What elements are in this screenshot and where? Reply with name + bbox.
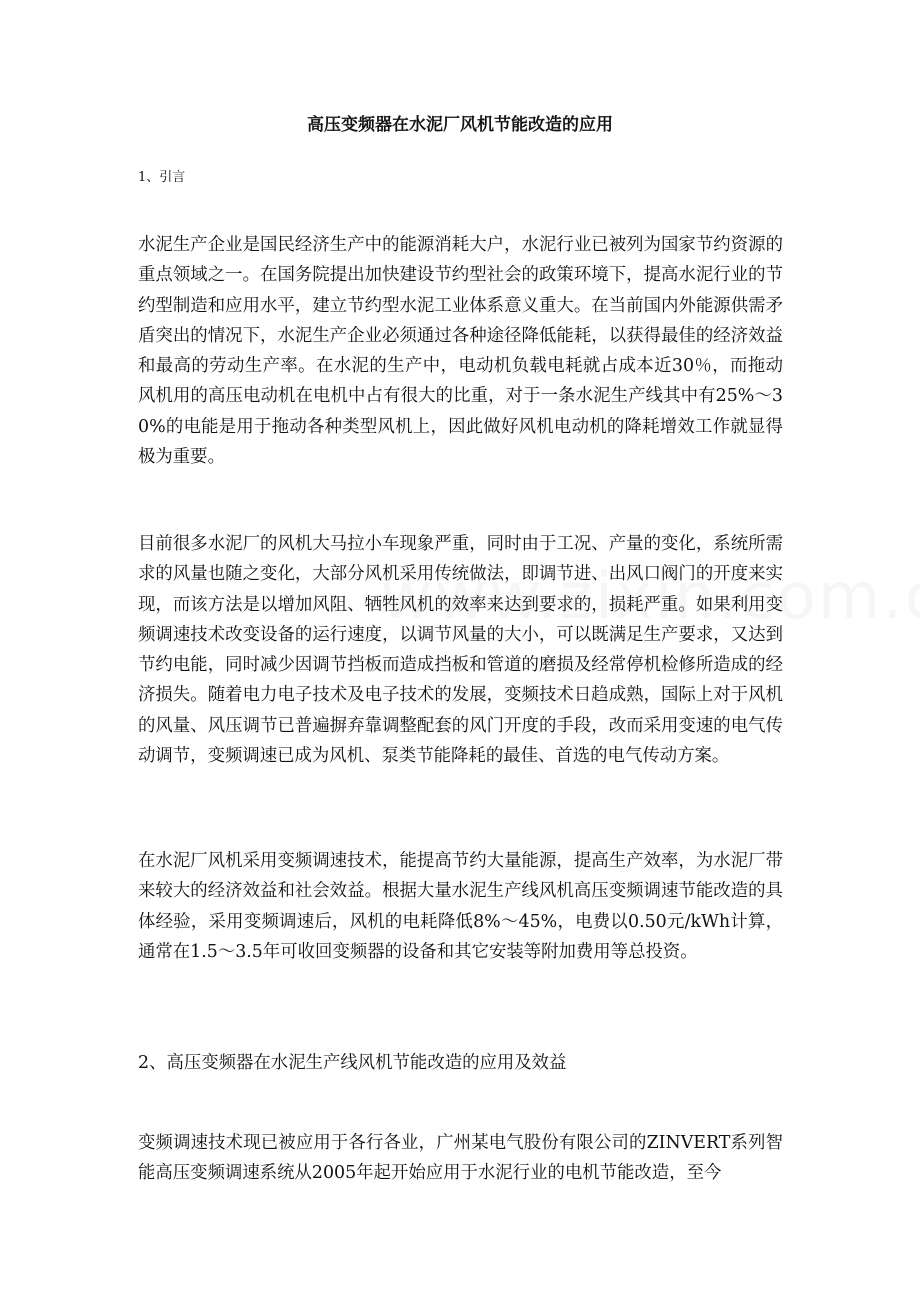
document-title: 高压变频器在水泥厂风机节能改造的应用 xyxy=(307,115,613,135)
paragraph: 在水泥厂风机采用变频调速技术，能提高节约大量能源，提高生产效率，为水泥厂带来较大的经济效益和社会效益。根据大量水泥生产线风机高压变频调速节能改造的具体经验，采用变频调速后，风机的电耗降低8%～45%，电费以0.50元/kWh计算，通常在1.5～3.5年可收回变频器的设备和其它安装等附加费用等总投资。 xyxy=(138,851,783,962)
paragraph: 变频调速技术现已被应用于各行各业，广州某电气股份有限公司的ZINVERT系列智能高压变频调速系统从2005年起开始应用于水泥行业的电机节能改造，至今 xyxy=(138,1133,783,1184)
section-heading-application: 2、高压变频器在水泥生产线风机节能改造的应用及效益 xyxy=(138,1053,567,1073)
paragraph: 目前很多水泥厂的风机大马拉小车现象严重，同时由于工况、产量的变化，系统所需求的风量也随之变化，大部分风机采用传统做法，即调节进、出风口阀门的开度来实现，而该方法是以增加风阻、牺牲风机的效率来达到要求的，损耗严重。如果利用变频调速技术改变设备的运行速度，以调节风量的大小，可以既满足生产要求，又达到节约电能，同时减少因调节挡板而造成挡板和管道的磨损及经常停机检修所造成的经济损失。随着电力电子技术及电子技术的发展，变频技术日趋成熟，国际上对于风机的风量、风压调节已普遍摒弃靠调整配套的风门开度的手段，改而采用变速的电气传动调节，变频调速已成为风机、泵类节能降耗的最佳、首选的电气传动方案。 xyxy=(138,534,783,767)
section-heading-introduction: 1、引言 xyxy=(138,170,186,185)
paragraph: 水泥生产企业是国民经济生产中的能源消耗大户，水泥行业已被列为国家节约资源的重点领域之一。在国务院提出加快建设节约型社会的政策环境下，提高水泥行业的节约型制造和应用水平，建立节约型水泥工业体系意义重大。在当前国内外能源供需矛盾突出的情况下，水泥生产企业必须通过各种途径降低能耗，以获得最佳的经济效益和最高的劳动生产率。在水泥的生产中，电动机负载电耗就占成本近30％，而拖动风机用的高压电动机在电机中占有很大的比重，对于一条水泥生产线其中有25%～30%的电能是用于拖动各种类型风机上，因此做好风机电动机的降耗增效工作就显得极为重要。 xyxy=(138,235,783,468)
